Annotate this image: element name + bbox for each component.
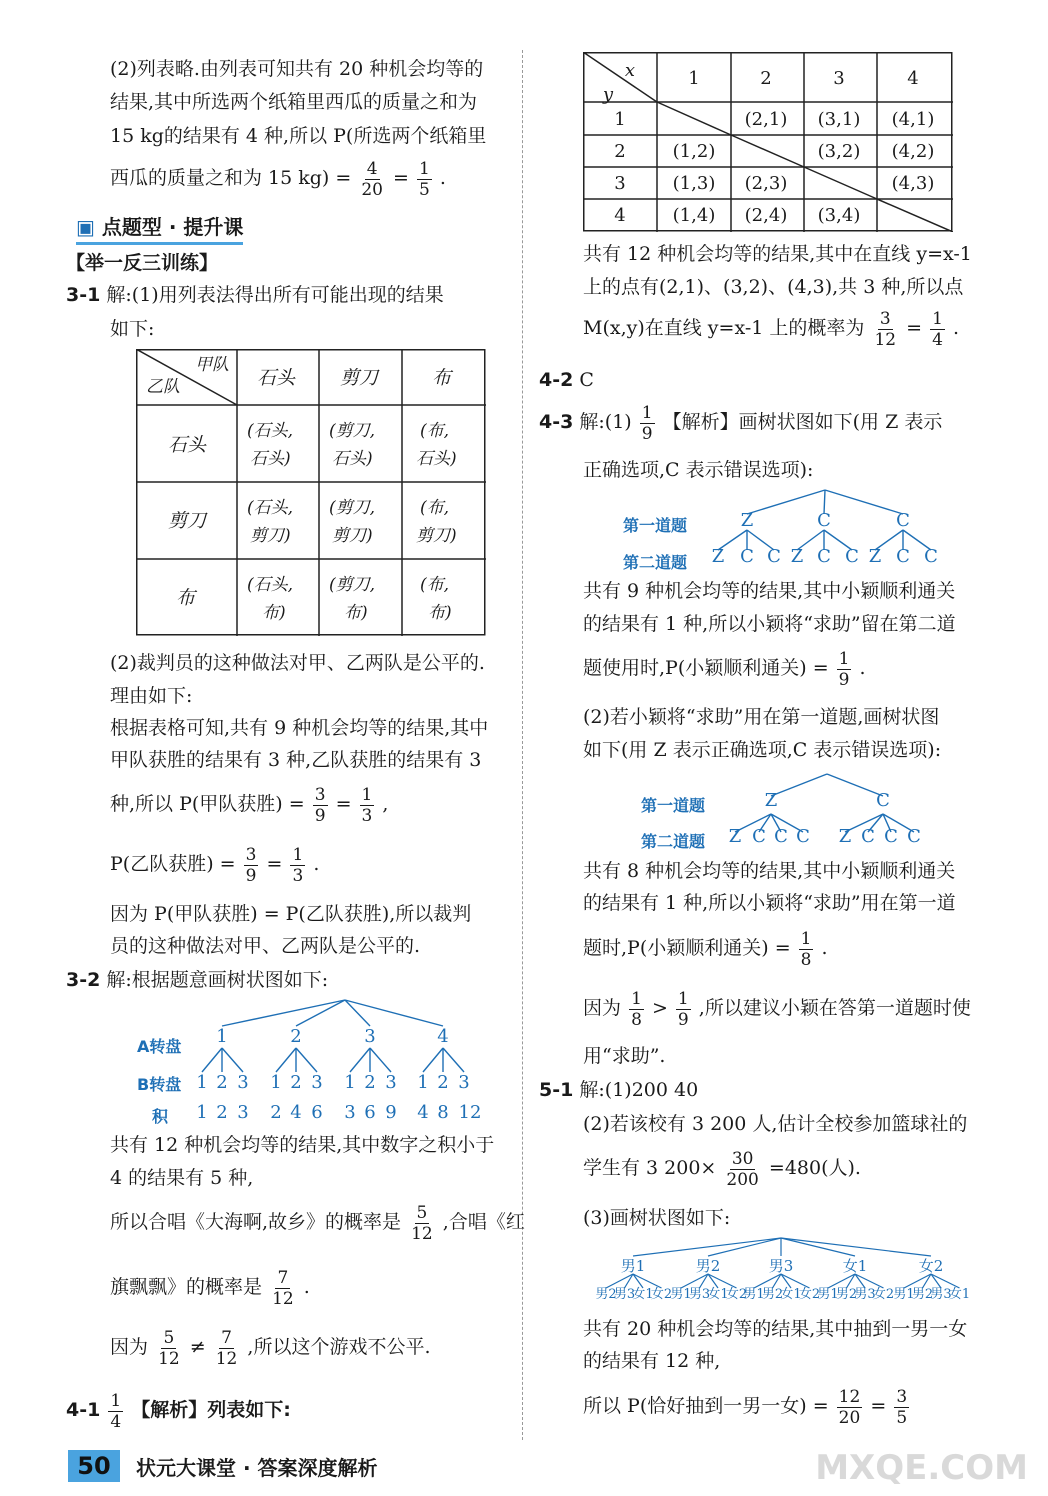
- watermark: MXQE.COM: [815, 1448, 1028, 1488]
- table-cell: (2,4): [744, 205, 788, 226]
- formula-line: 所以合唱《大海啊,故乡》的概率是 $\frac{5}{12}$ ,合唱《红: [110, 1202, 525, 1244]
- table-row-header: 1: [614, 109, 626, 130]
- tree-node: 1: [196, 1072, 208, 1093]
- table-cell: 石头): [332, 449, 373, 469]
- tree-node: 2: [437, 1072, 449, 1093]
- tree-node: 女2: [725, 1287, 748, 1302]
- question-number: 4-3: [539, 411, 574, 433]
- formula-line: P(乙队获胜) = $\frac{3}{9}$ = $\frac{1}{3}$ .: [110, 844, 320, 886]
- text-line: 用“求助”.: [583, 1045, 666, 1067]
- formula-line: 旗飘飘》的概率是 $\frac{7}{12}$ .: [110, 1267, 310, 1309]
- tree-node: 女1: [842, 1257, 868, 1275]
- tree-node: 3: [385, 1072, 397, 1093]
- tree-node: 男1: [670, 1287, 692, 1302]
- tree-node: 男1: [620, 1257, 646, 1275]
- tree-node: 12: [458, 1102, 482, 1123]
- text-line: 结果,其中所选两个纸箱里西瓜的质量之和为: [110, 91, 478, 113]
- text-line: 共有 8 种机会均等的结果,其中小颖顺利通关: [583, 860, 956, 882]
- tree-node: 男2: [911, 1287, 934, 1302]
- tree-label: 积: [152, 1107, 169, 1126]
- tree-node: 4: [437, 1026, 449, 1047]
- tree-node: 2: [216, 1072, 228, 1093]
- text-line: 如下(用 Z 表示正确选项,C 表示错误选项):: [583, 739, 942, 761]
- tree-node: 1: [417, 1072, 429, 1093]
- table-cell: (1,3): [672, 173, 716, 194]
- tree-diagram-2: [525, 486, 1048, 566]
- text-line: 因为 P(甲队获胜) = P(乙队获胜),所以裁判: [110, 903, 472, 925]
- tree-node: C: [752, 826, 766, 847]
- tree-label: 第二道题: [623, 553, 688, 572]
- tree-node: 2: [216, 1102, 228, 1123]
- table-cell: (1,4): [672, 205, 716, 226]
- table-header: 剪刀: [340, 367, 379, 389]
- tree-node: C: [896, 546, 910, 567]
- formula-line: 西瓜的质量之和为 15 kg) = $\frac{4}{20}$ = $\frac{1}{5}$ .: [110, 158, 446, 200]
- table-cell: 剪刀): [250, 526, 291, 546]
- table-row-header: 石头: [168, 434, 207, 456]
- table-cell: (布,: [420, 575, 450, 595]
- table-header: 石头: [257, 367, 296, 389]
- text: 解:(1)用列表法得出所有可能出现的结果: [106, 284, 444, 306]
- text-line: 共有 12 种机会均等的结果,其中数字之积小于: [110, 1134, 495, 1156]
- tree-node: C: [907, 826, 921, 847]
- tree-node: Z: [868, 546, 882, 567]
- formula-line: 因为 $\frac{1}{8}$ > $\frac{1}{9}$ ,所以建议小颖在答第一道题时使: [583, 988, 971, 1030]
- question-number: 5-1: [539, 1079, 574, 1101]
- text: 解:根据题意画树状图如下:: [106, 969, 329, 991]
- formula-line: 所以 P(恰好抽到一男一女) = $\frac{12}{20}$ = $\frac{3}{5}$: [583, 1386, 908, 1428]
- table-cell: (3,2): [817, 141, 861, 162]
- tree-node: 3: [237, 1102, 249, 1123]
- table-cell: (石头,: [247, 575, 294, 595]
- text: 西瓜的质量之和为 15 kg) =: [110, 167, 352, 189]
- table-row-header: 布: [176, 587, 196, 609]
- tree-node: 男1: [817, 1287, 839, 1302]
- tree-node: C: [774, 826, 788, 847]
- tree-label: 第一道题: [623, 516, 688, 535]
- page-number: 50: [68, 1450, 120, 1482]
- text-line: 的结果有 1 种,所以小颖将“求助”留在第二道: [583, 613, 956, 635]
- tree-node: C: [817, 546, 831, 567]
- table-cell: (剪刀,: [329, 421, 376, 441]
- tree-node: 男3: [930, 1287, 952, 1302]
- table-cell: (布,: [420, 421, 450, 441]
- tree-node: C: [884, 826, 898, 847]
- table-corner-top: 甲队: [195, 355, 229, 375]
- text-line: (2)裁判员的这种做法对甲、乙两队是公平的.: [110, 652, 485, 674]
- tree-node: C: [924, 546, 938, 567]
- tree-label: B转盘: [137, 1075, 182, 1094]
- tree-node: 3: [344, 1102, 356, 1123]
- tree-node: 男3: [613, 1287, 636, 1302]
- text-line: 共有 9 种机会均等的结果,其中小颖顺利通关: [583, 580, 956, 602]
- question-line: 5-1 解:(1)200 40: [539, 1079, 699, 1101]
- footer-title: 状元大课堂 · 答案深度解析: [136, 1456, 378, 1480]
- text-line: 如下:: [110, 318, 155, 340]
- formula-line: 题时,P(小颖顺利通关) = $\frac{1}{8}$ .: [583, 928, 828, 970]
- table-row-header: 3: [614, 173, 626, 194]
- section-title: 点题型 · 提升课: [101, 215, 244, 239]
- tree-node: 3: [364, 1026, 376, 1047]
- tree-node: 男2: [695, 1257, 721, 1275]
- tree-node: 男2: [595, 1287, 617, 1302]
- table-cell: (2,1): [744, 109, 788, 130]
- tree-node: C: [796, 826, 810, 847]
- question-number: 4-1: [66, 1399, 101, 1421]
- tree-node: Z: [711, 546, 725, 567]
- text-line: 的结果有 1 种,所以小颖将“求助”用在第一道: [583, 892, 956, 914]
- formula-line: 种,所以 P(甲队获胜) = $\frac{3}{9}$ = $\frac{1}{3}$ ,: [110, 784, 389, 826]
- table-cell: (石头,: [247, 421, 294, 441]
- table-header: 1: [688, 68, 700, 89]
- tree-node: 3: [458, 1072, 470, 1093]
- formula-line: 学生有 3 200× $\frac{30}{200}$ =480(人).: [583, 1148, 861, 1190]
- table-row-header: 剪刀: [168, 510, 207, 532]
- table-cell: 石头): [250, 449, 291, 469]
- question-number: 3-1: [66, 284, 101, 306]
- tree-node: C: [861, 826, 875, 847]
- table-cell: (3,4): [817, 205, 861, 226]
- book-icon: ▣: [76, 215, 95, 239]
- question-number: 3-2: [66, 969, 101, 991]
- text-line: 的结果有 12 种,: [583, 1350, 721, 1372]
- question-line: 4-1 $\frac{1}{4}$ 【解析】列表如下:: [66, 1390, 291, 1432]
- table-cell: 布): [428, 603, 452, 623]
- table-cell: 石头): [416, 449, 457, 469]
- formula-line: 题使用时,P(小颖顺利通关) = $\frac{1}{9}$ .: [583, 648, 866, 690]
- table-cell: (石头,: [247, 498, 294, 518]
- text-line: 员的这种做法对甲、乙两队是公平的.: [110, 935, 421, 957]
- tree-node: 6: [364, 1102, 376, 1123]
- tree-node: 男2: [761, 1287, 784, 1302]
- tree-node: 2: [270, 1102, 282, 1123]
- tree-node: 男1: [743, 1287, 765, 1302]
- tree-edge: [781, 1238, 855, 1256]
- tree-edge: [708, 1238, 781, 1256]
- tree-label: A转盘: [137, 1037, 182, 1056]
- table-cell: (剪刀,: [329, 575, 376, 595]
- tree-node: 男3: [854, 1287, 876, 1302]
- table-cell: (4,3): [891, 173, 935, 194]
- text-line: 理由如下:: [110, 685, 193, 707]
- tree-node: Z: [838, 826, 852, 847]
- tree-node: 2: [290, 1072, 302, 1093]
- tree-node: 男2: [835, 1287, 858, 1302]
- table-cell: 剪刀): [416, 526, 457, 546]
- tree-node: 4: [290, 1102, 302, 1123]
- tree-node: 女1: [632, 1287, 654, 1302]
- tree-node: 女1: [780, 1287, 802, 1302]
- tree-node: Z: [790, 546, 804, 567]
- table-cell: (剪刀,: [329, 498, 376, 518]
- tree-node: 2: [364, 1072, 376, 1093]
- tree-node: 1: [270, 1072, 282, 1093]
- tree-node: 1: [344, 1072, 356, 1093]
- tree-node: 男3: [688, 1287, 711, 1302]
- tree-node: Z: [764, 790, 778, 811]
- text-line: 根据表格可知,共有 9 种机会均等的结果,其中: [110, 717, 489, 739]
- tree-node: 8: [437, 1102, 449, 1123]
- tree-node: 男1: [893, 1287, 915, 1302]
- tree-node: 9: [385, 1102, 397, 1123]
- table-header: 3: [833, 68, 845, 89]
- table-cell: (4,2): [891, 141, 935, 162]
- tree-node: 女2: [872, 1287, 895, 1302]
- question-line: [539, 367, 594, 393]
- question-line: 4-3 解:(1) $\frac{1}{9}$ 【解析】画树状图如下(用 Z 表示: [539, 402, 943, 444]
- tree-node: Z: [728, 826, 742, 847]
- tree-node: 女1: [948, 1287, 971, 1302]
- table-row-header: 2: [614, 141, 626, 162]
- table-corner-bottom: y: [602, 84, 614, 105]
- tree-node: C: [767, 546, 781, 567]
- tree-node: 4: [417, 1102, 429, 1123]
- fraction: $\frac{4}{20}$: [361, 158, 383, 200]
- table-cell: (3,1): [817, 109, 861, 130]
- formula-line: M(x,y)在直线 y=x-1 上的概率为 $\frac{3}{12}$ = $\frac{1}{4}$ .: [583, 308, 960, 350]
- table-header: 布: [432, 367, 452, 389]
- text-line: 共有 12 种机会均等的结果,其中在直线 y=x-1: [583, 243, 972, 265]
- tree-node: Z: [740, 510, 754, 531]
- table-row-header: 4: [614, 205, 626, 226]
- answer: C: [579, 369, 594, 391]
- tree-node: 3: [237, 1072, 249, 1093]
- tree-node: 6: [311, 1102, 323, 1123]
- tree-node: C: [817, 510, 831, 531]
- table-cell: (布,: [420, 498, 450, 518]
- text-line: 4 的结果有 5 种,: [110, 1167, 254, 1189]
- tree-node: C: [896, 510, 910, 531]
- question-line: [66, 967, 328, 993]
- table-header: 4: [907, 68, 919, 89]
- text-line: (3)画树状图如下:: [583, 1207, 731, 1229]
- table-cell: (1,2): [672, 141, 716, 162]
- text-line: (2)列表略.由列表可知共有 20 种机会均等的: [110, 58, 484, 80]
- tree-node: 1: [196, 1102, 208, 1123]
- tree-node: 男3: [768, 1257, 794, 1275]
- text-line: 正确选项,C 表示错误选项):: [583, 459, 814, 481]
- text-line: 15 kg的结果有 4 种,所以 P(所选两个纸箱里: [110, 125, 487, 147]
- tree-edge: [781, 1238, 931, 1256]
- tree-node: 3: [311, 1072, 323, 1093]
- table-corner-top: x: [624, 60, 636, 81]
- formula-line: 因为 $\frac{5}{12}$ ≠ $\frac{7}{12}$ ,所以这个游戏不公平.: [110, 1327, 431, 1369]
- text-line: 上的点有(2,1)、(3,2)、(4,3),共 3 种,所以点: [583, 276, 964, 298]
- table-cell: (2,3): [744, 173, 788, 194]
- tree-node: 女2: [798, 1287, 821, 1302]
- tree-node: C: [876, 790, 890, 811]
- tree-node: 女2: [650, 1287, 673, 1302]
- tree-node: 女2: [918, 1257, 944, 1275]
- table-cell: (4,1): [891, 109, 935, 130]
- tree-node: C: [845, 546, 859, 567]
- tree-edge: [633, 1238, 781, 1256]
- tree-node: 1: [216, 1026, 228, 1047]
- tree-label: 第一道题: [641, 796, 706, 815]
- question-line: [66, 282, 444, 308]
- tree-node: 女1: [707, 1287, 729, 1302]
- table-header: 2: [760, 68, 772, 89]
- text-line: 甲队获胜的结果有 3 种,乙队获胜的结果有 3: [110, 749, 482, 771]
- text-line: 共有 20 种机会均等的结果,其中抽到一男一女: [583, 1318, 968, 1340]
- tree-node: 2: [290, 1026, 302, 1047]
- text-line: (2)若该校有 3 200 人,估计全校参加篮球社的: [583, 1113, 968, 1135]
- fraction: $\frac{1}{5}$: [419, 158, 430, 200]
- training-label: 【举一反三训练】: [66, 252, 219, 274]
- text-line: (2)若小颖将“求助”用在第一道题,画树状图: [583, 706, 940, 728]
- table-corner-bottom: 乙队: [146, 377, 180, 397]
- text: 【解析】列表如下:: [131, 1399, 291, 1421]
- tree-node: C: [740, 546, 754, 567]
- table-cell: 布): [262, 603, 286, 623]
- table-cell: 剪刀): [332, 526, 373, 546]
- table-cell: 布): [344, 603, 368, 623]
- tree-label: 第二道题: [641, 832, 706, 851]
- section-heading: [76, 211, 243, 245]
- question-number: 4-2: [539, 369, 574, 391]
